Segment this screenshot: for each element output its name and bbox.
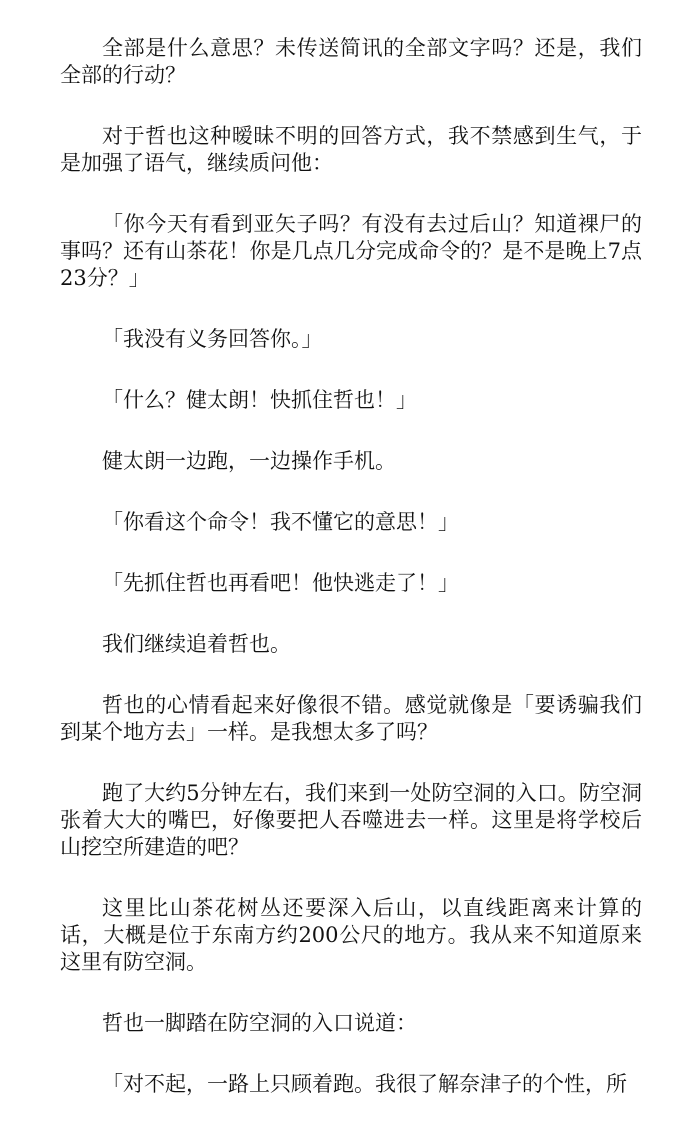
- paragraph: 哲也的心情看起来好像很不错。感觉就像是「要诱骗我们到某个地方去」一样。是我想太多了吗？: [60, 693, 642, 744]
- paragraph: 哲也一脚踏在防空洞的入口说道：: [102, 1011, 417, 1035]
- paragraph: 这里比山茶花树丛还要深入后山，以直线距离来计算的话，大概是位于东南方约200公尺的地方。我从来不知道原来这里有防空洞。: [60, 896, 642, 974]
- book-page: [60, 35, 642, 1132]
- paragraph: 「什么？健太朗！快抓住哲也！」: [102, 388, 417, 412]
- paragraph: 「你看这个命令！我不懂它的意思！」: [102, 510, 459, 534]
- paragraph: 健太朗一边跑，一边操作手机。: [102, 449, 396, 473]
- paragraph: 跑了大约5分钟左右，我们来到一处防空洞的入口。防空洞张着大大的嘴巴，好像要把人吞噬进去一样。这里是将学校后山挖空所建造的吧？: [60, 781, 642, 859]
- paragraph: 「我没有义务回答你。」: [102, 327, 323, 351]
- paragraph: 「你今天有看到亚矢子吗？有没有去过后山？知道裸尸的事吗？还有山茶花！你是几点几分完成命令的？是不是晚上7点23分？」: [60, 212, 642, 290]
- paragraph: 对于哲也这种暧昧不明的回答方式，我不禁感到生气，于是加强了语气，继续质问他：: [60, 124, 642, 175]
- paragraph: 「对不起，一路上只顾着跑。我很了解奈津子的个性，所: [102, 1072, 627, 1096]
- paragraph: 「先抓住哲也再看吧！他快逃走了！」: [102, 571, 459, 595]
- paragraph: 我们继续追着哲也。: [102, 632, 291, 656]
- paragraph: 全部是什么意思？未传送简讯的全部文字吗？还是，我们全部的行动？: [60, 36, 642, 87]
